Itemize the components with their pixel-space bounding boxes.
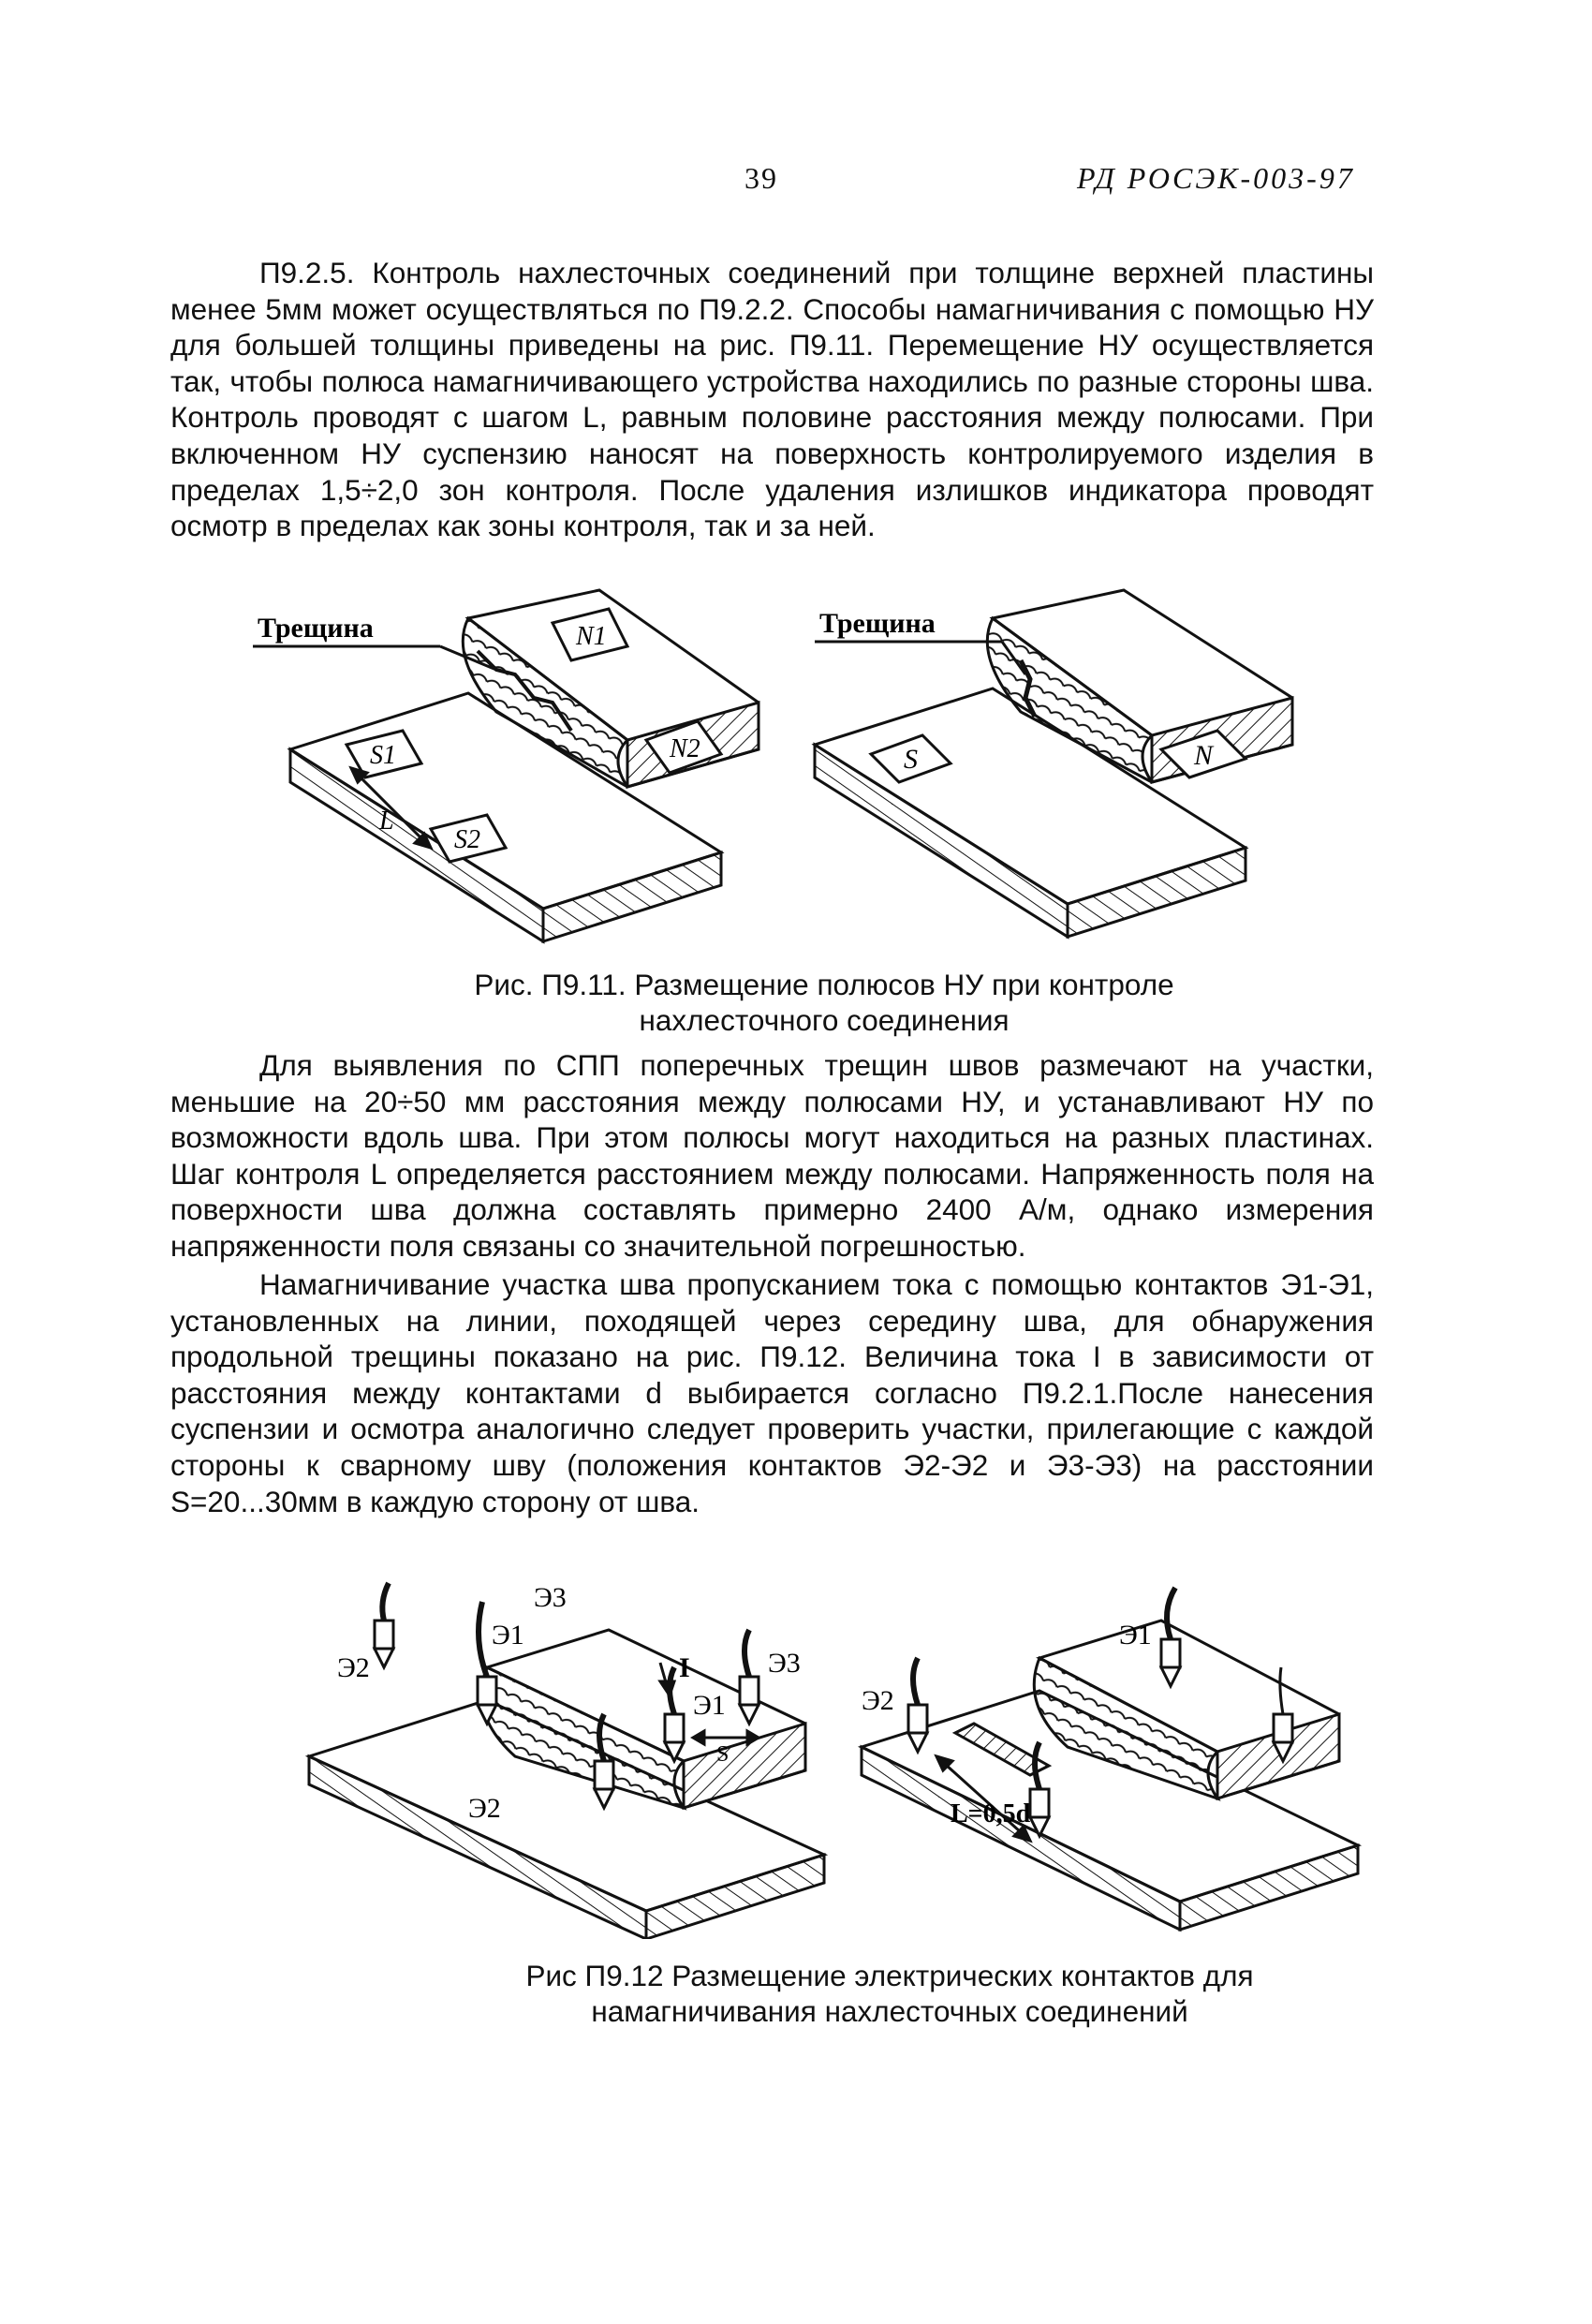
crack-label-right: Трещина (819, 608, 936, 639)
distance-label-s: S (716, 1742, 730, 1767)
paragraph-transverse-cracks: Для выявления по СПП поперечных трещин швов размечают на участки, меньшие на 20÷50 мм расстояния между полюсами НУ, и устанавливают НУ по возможности вдоль шва. При этом полюсы могут находиться на разных пластинах. Шаг контроля L определяется расстоянием между полюсами. Напряженность поля на поверхности шва должна составлять примерно 2400 А/м, однако измерения напряженности поля связаны со значительной погрешностью. (170, 1048, 1374, 1263)
svg-text:N2: N2 (670, 734, 700, 763)
contact-label-e2-right: Э2 (862, 1685, 894, 1716)
electrode-e3-right-left (740, 1630, 759, 1724)
contact-label-e1-right: Э1 (1119, 1620, 1152, 1650)
svg-text:S: S (904, 744, 918, 775)
svg-text:S1: S1 (370, 741, 396, 770)
figure-p9-11-caption: Рис. П9.11. Размещение полюсов НУ при контроле нахлесточного соединения (474, 968, 1174, 1037)
document-code: РД РОСЭК-003-97 (1077, 161, 1355, 195)
page-number: 39 (744, 161, 778, 195)
electrode-e3-top-left (375, 1583, 393, 1667)
figure-p9-12-contact-placement (300, 1574, 1386, 1939)
svg-text:S2: S2 (454, 825, 480, 854)
contact-label-e1-center: Э1 (693, 1690, 726, 1721)
svg-text:N1: N1 (576, 622, 607, 651)
step-label-l: L (379, 807, 394, 836)
current-label-i: I (679, 1652, 690, 1683)
contact-label-e3-top: Э3 (534, 1582, 567, 1613)
contact-label-e3-right: Э3 (768, 1648, 801, 1679)
figure-p9-11-pole-placement (253, 581, 1339, 965)
crack-label-left: Трещина (258, 613, 374, 644)
svg-text:N: N (1194, 740, 1214, 771)
distance-label-l-05d: L=0,5d (951, 1799, 1031, 1828)
figure-p9-12-caption: Рис П9.12 Размещение электрических контактов для намагничивания нахлесточных соединений (525, 1959, 1254, 2028)
electrode-e2-right (908, 1658, 927, 1752)
contact-label-e2-bottom: Э2 (468, 1793, 501, 1824)
paragraph-p9-2-5: П9.2.5. Контроль нахлесточных соединений при толщине верхней пластины менее 5мм может осуществляться по П9.2.2. Способы намагничивания с помощью НУ для большей толщины приведены на рис. П9.11. Перемещение НУ осуществляется так, чтобы полюса намагничивающего устройства находились по разные стороны шва. Контроль проводят с шагом L, равным половине расстояния между полюсами. При включенном НУ суспензию наносят на поверхность контролируемого изделия в пределах 1,5÷2,0 зон контроля. После удаления излишков индикатора проводят осмотр в пределах как зоны контроля, так и за ней. (170, 256, 1374, 543)
figure-p9-12-right-drawing (862, 1621, 1358, 1930)
paragraph-contact-magnetization: Намагничивание участка шва пропусканием тока с помощью контактов Э1-Э1, установленных на линии, походящей через середину шва, для обнаружения продольной трещины показано на рис. П9.12. Величина тока I в зависимости от расстояния между контактами d выбирается согласно П9.2.1.После нанесения суспензии и осмотра аналогично следует проверить участки, прилегающие с каждой стороны к сварному шву (положения контактов Э2-Э2 и Э3-Э3) на расстоянии S=20...30мм в каждую сторону от шва. (170, 1267, 1374, 1518)
contact-label-e2-left: Э2 (337, 1652, 370, 1683)
contact-label-e1-top: Э1 (492, 1620, 524, 1650)
